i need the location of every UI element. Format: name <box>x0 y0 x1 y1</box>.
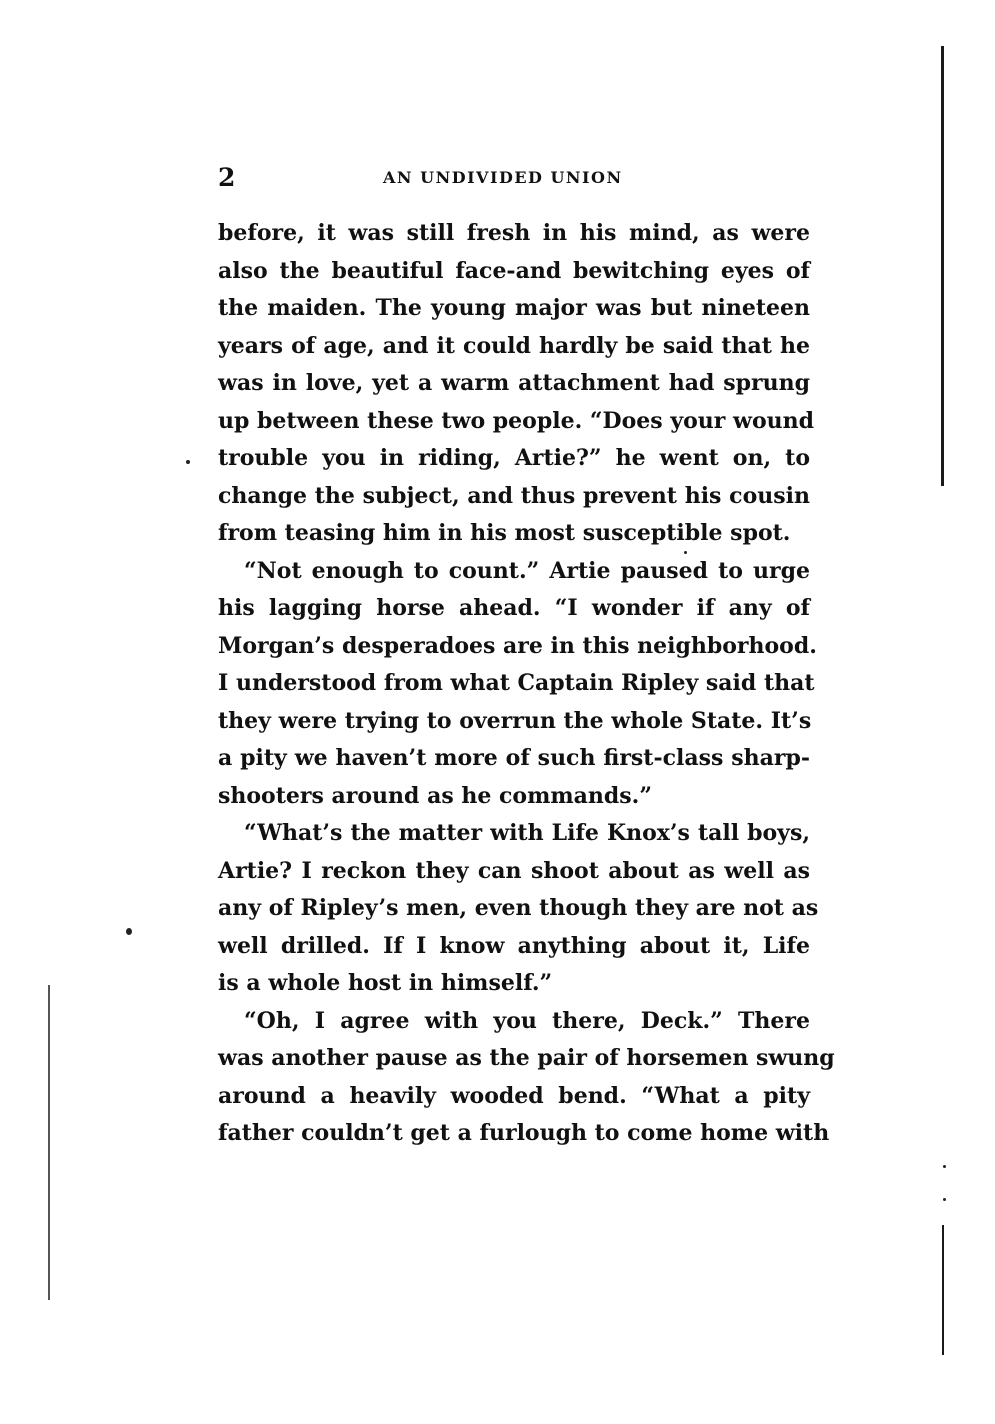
text-line: “Not enough to count.” Artie paused to urge <box>244 557 810 584</box>
text-line: around a heavily wooded bend. “What a pity <box>218 1082 810 1109</box>
text-line: trouble you in riding, Artie?” he went on, to <box>218 445 810 471</box>
scan-speck <box>186 460 190 464</box>
scan-speck <box>684 551 687 554</box>
text-line: years of age, and it could hardly be said that he <box>218 332 810 359</box>
text-line: was another pause as the pair of horsemen swung <box>218 1045 835 1071</box>
page-header <box>218 160 810 196</box>
scan-speck <box>943 1165 946 1168</box>
scan-speck <box>943 1198 946 1201</box>
text-line: any of Ripley’s men, even though they are not as <box>218 895 819 921</box>
body-text <box>218 215 835 1153</box>
text-line: “Oh, I agree with you there, Deck.” There <box>244 1007 810 1034</box>
scan-edge-line-right <box>941 46 944 486</box>
text-line: a pity we haven’t more of such first-class sharp- <box>218 745 810 771</box>
text-line: well drilled. If I know anything about it, Life <box>218 932 810 959</box>
scan-edge-line-left <box>48 985 50 1300</box>
scan-edge-line-right-lower <box>942 1225 944 1355</box>
page-number: 2 <box>218 163 236 192</box>
text-line: Artie? I reckon they can shoot about as well as <box>218 857 810 884</box>
text-line: was in love, yet a warm attachment had sprung <box>218 370 810 396</box>
text-line: Morgan’s desperadoes are in this neighborhood. <box>218 632 817 659</box>
text-line: up between these two people. “Does your wound <box>218 407 815 434</box>
text-line: also the beautiful face-and bewitching eyes of <box>218 257 810 284</box>
running-head: AN UNDIVIDED UNION <box>383 168 623 187</box>
scan-speck <box>126 928 132 935</box>
text-line: “What’s the matter with Life Knox’s tall boys, <box>244 820 810 846</box>
text-line: from teasing him in his most susceptible spot. <box>218 520 791 546</box>
text-line: is a whole host in himself.” <box>218 970 553 996</box>
text-line: father couldn’t get a furlough to come home with <box>218 1120 830 1146</box>
text-line: his lagging horse ahead. “I wonder if any of <box>218 595 810 621</box>
text-line: before, it was still fresh in his mind, as were <box>218 220 810 246</box>
text-line: the maiden. The young major was but nineteen <box>218 295 810 321</box>
text-line: I understood from what Captain Ripley said that <box>218 670 815 696</box>
text-line: they were trying to overrun the whole State. It’s <box>218 707 812 734</box>
text-line: change the subject, and thus prevent his cousin <box>218 482 810 509</box>
text-line: shooters around as he commands.” <box>218 782 652 809</box>
